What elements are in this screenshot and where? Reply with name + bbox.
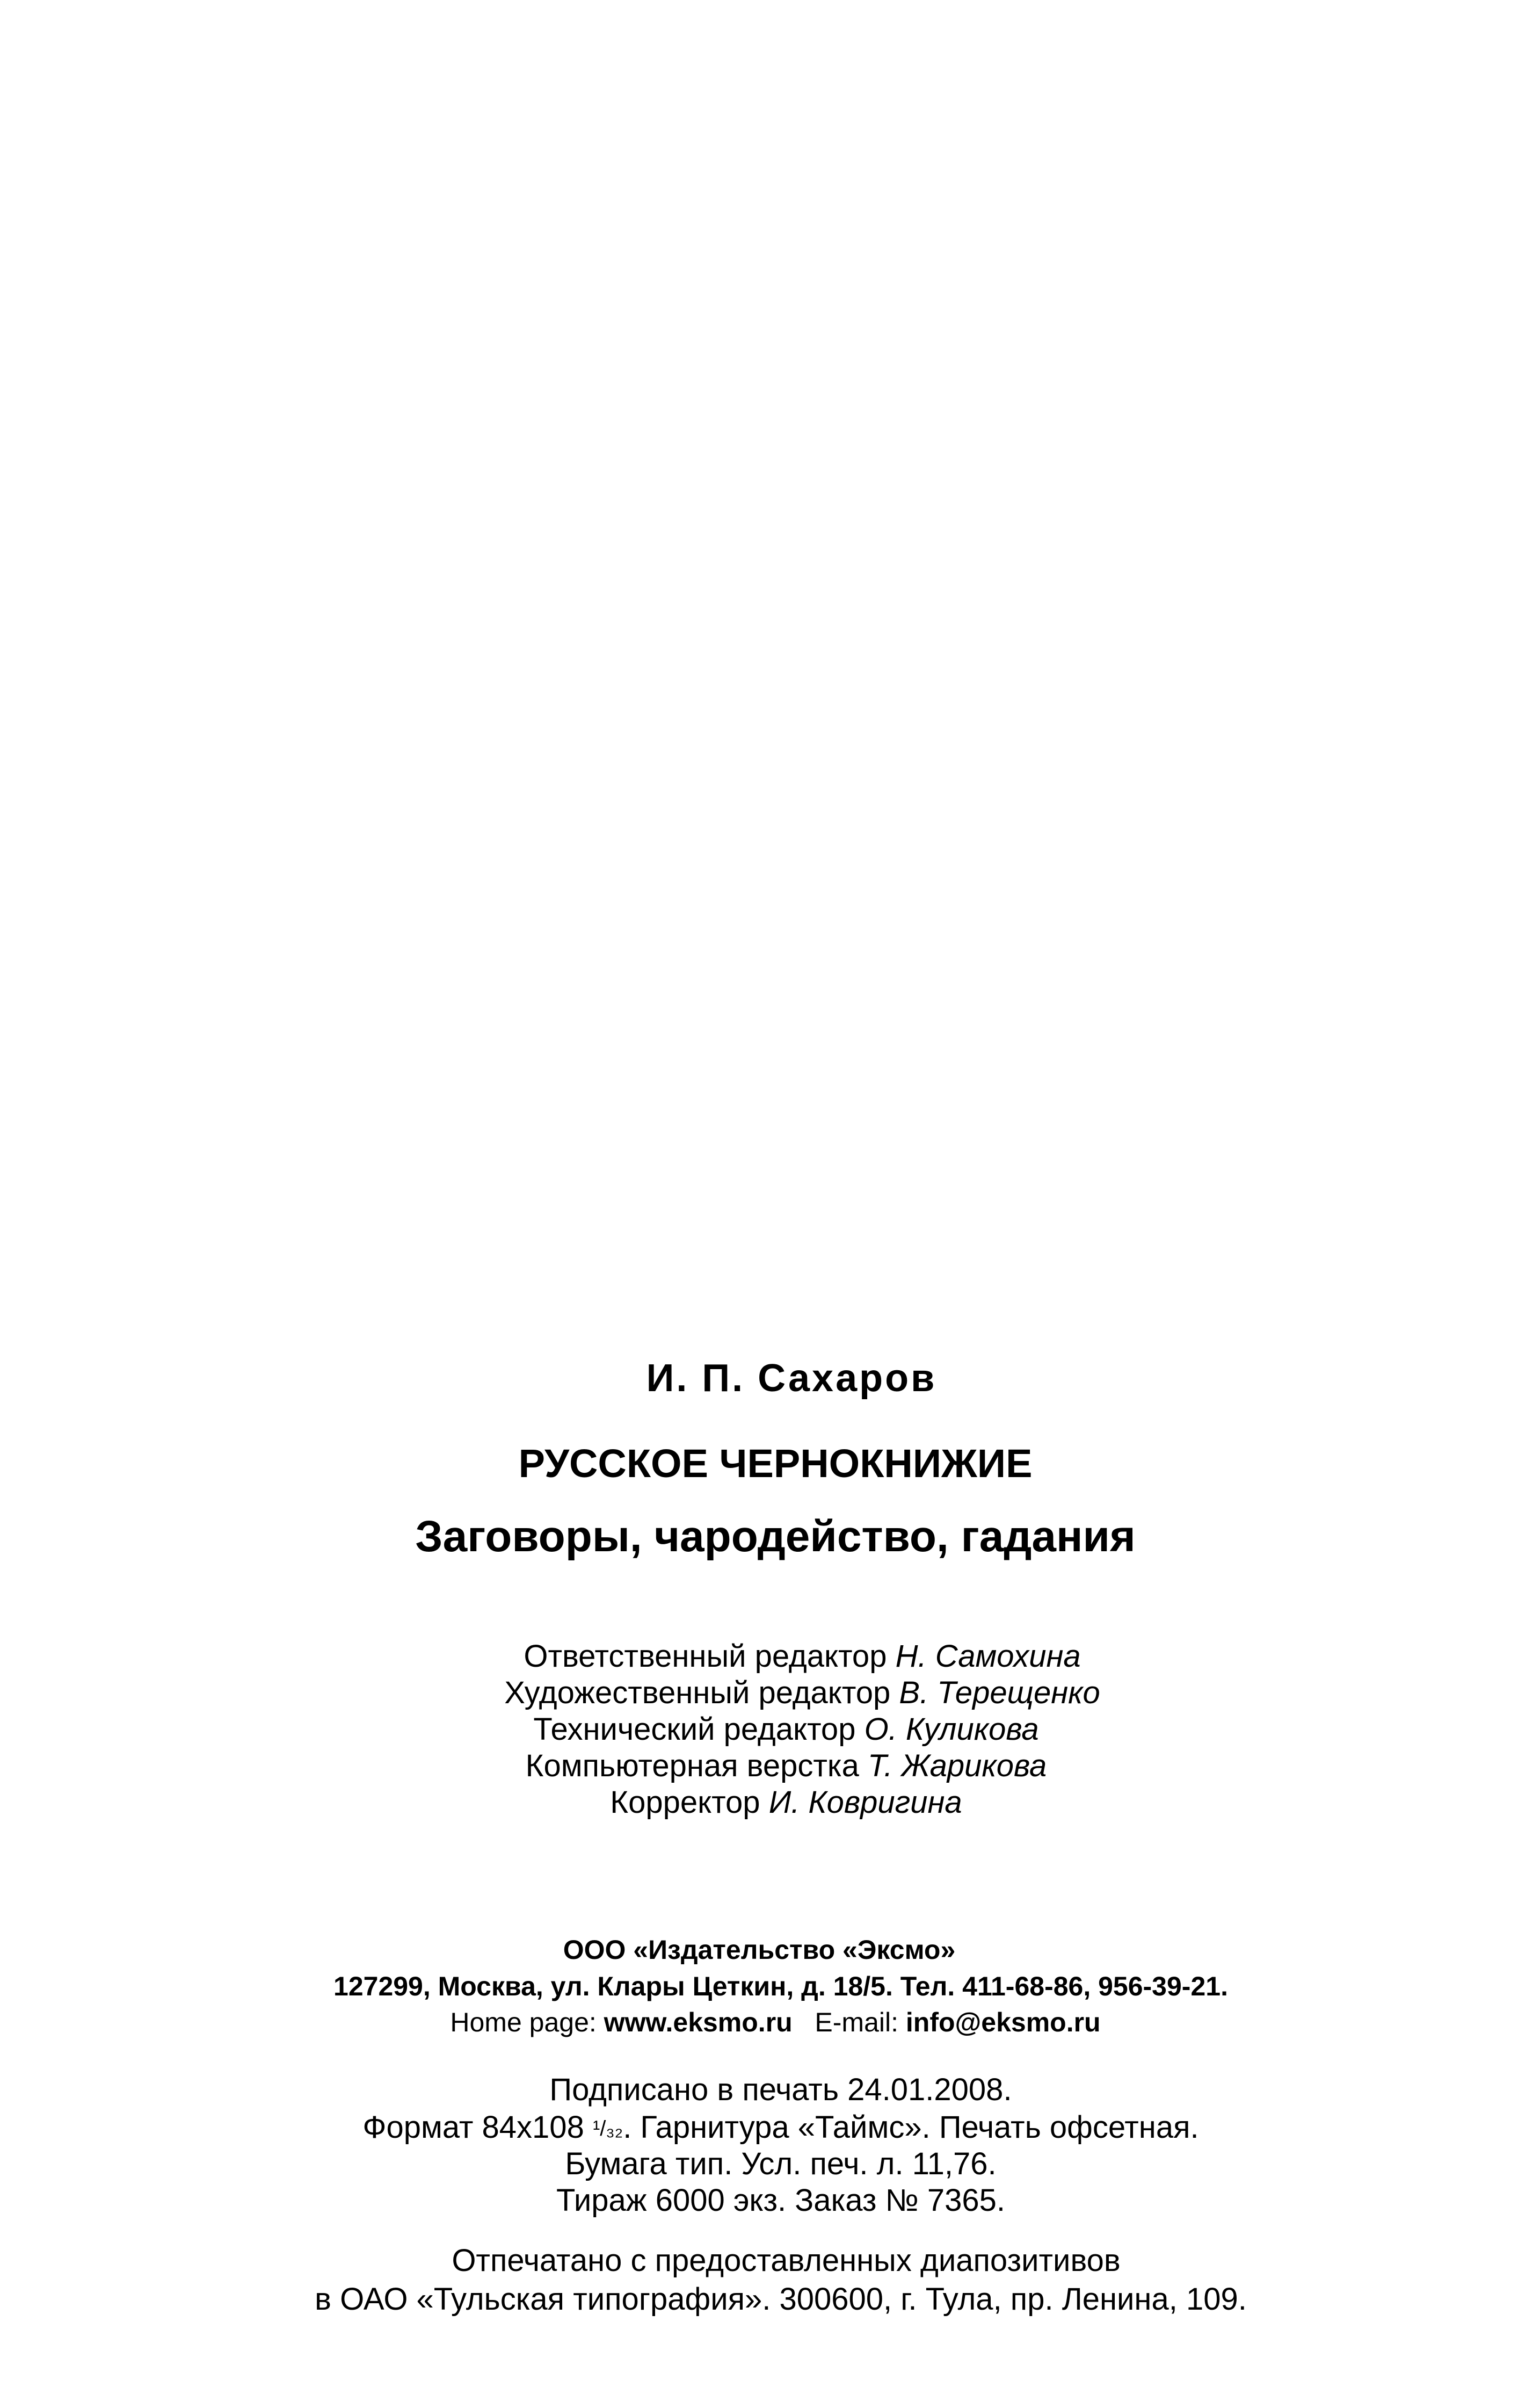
print-run: Тираж 6000 экз. Заказ № 7365. [556, 2183, 1005, 2218]
credit-line [16, 1714, 1540, 1745]
email-label: E-mail: [815, 2007, 898, 2037]
book-title: РУССКОЕ ЧЕРНОКНИЖИЕ [518, 1441, 1033, 1486]
paper-info: Бумага тип. Усл. печ. л. 11,76. [565, 2146, 997, 2181]
credit-role: Корректор [610, 1785, 760, 1820]
credit-role: Ответственный редактор [524, 1639, 887, 1674]
credit-role: Компьютерная верстка [525, 1748, 859, 1783]
credit-line [16, 1787, 1540, 1818]
book-subtitle: Заговоры, чародейство, гадания [415, 1512, 1136, 1561]
author-name: И. П. Сахаров [646, 1357, 937, 1400]
format-line [11, 2112, 1540, 2143]
credit-name: О. Куликова [864, 1712, 1039, 1747]
credit-line [16, 1748, 1540, 1783]
publisher-name: ООО «Издательство «Эксмо» [563, 1935, 956, 1965]
credit-line [32, 1677, 1540, 1709]
email-link[interactable]: info@eksmo.ru [905, 2007, 1101, 2037]
publisher-address: 127299, Москва, ул. Клары Цеткин, д. 18/5. Тел. 411-68-86, 956-39-21. [333, 1971, 1228, 2001]
publisher-contacts [5, 2009, 1540, 2036]
credit-role: Художественный редактор [504, 1675, 891, 1710]
credit-name: В. Терещенко [899, 1675, 1100, 1710]
format-suffix: . Гарнитура «Таймс». Печать офсетная. [623, 2110, 1199, 2145]
credit-name: Т. Жарикова [867, 1748, 1047, 1783]
home-page-label: Home page: [450, 2007, 597, 2037]
printer-line-1: Отпечатано с предоставленных диапозитивов [452, 2243, 1121, 2278]
credit-name: Н. Самохина [895, 1639, 1081, 1674]
printer-line-2: в ОАО «Тульская типография». 300600, г. Тула, пр. Ленина, 109. [315, 2282, 1247, 2317]
credit-role: Технический редактор [533, 1712, 856, 1747]
signed-date: Подписано в печать 24.01.2008. [549, 2072, 1012, 2107]
format-fraction: ¹/₃₂ [592, 2117, 623, 2140]
credit-line [32, 1641, 1540, 1672]
format-prefix: Формат 84х108 [362, 2110, 584, 2145]
credit-name: И. Ковригина [768, 1785, 962, 1820]
home-page-link[interactable]: www.eksmo.ru [604, 2007, 793, 2037]
